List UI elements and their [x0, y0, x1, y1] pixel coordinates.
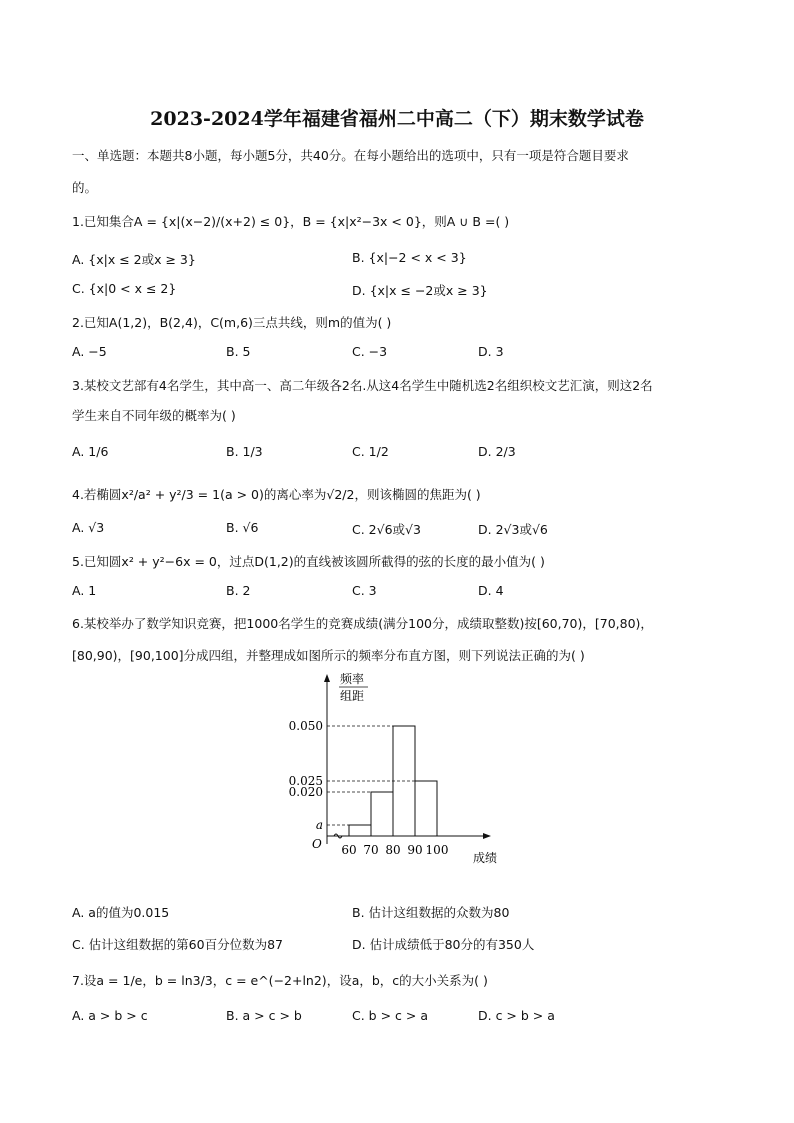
q2-stem: 2.已知A(1,2)，B(2,4)，C(m,6)三点共线，则m的值为( ) [72, 315, 392, 330]
q7-option-a: A. a > b > c [72, 1008, 148, 1023]
y-tick-labels [289, 719, 323, 832]
q1-option-c: C. {x|0 < x ≤ 2} [72, 281, 177, 296]
histogram-bar-2 [371, 792, 393, 836]
q6-option-a: A. a的值为0.015 [72, 905, 170, 920]
y-tick-label: 0.020 [288, 785, 323, 799]
x-tick-label: 70 [363, 843, 379, 857]
histogram-chart [280, 668, 520, 878]
q6-option-d: D. 估计成绩低于80分的有350人 [352, 937, 535, 952]
histogram-bar-4 [415, 781, 437, 836]
q2-option-c: C. −3 [352, 344, 388, 359]
q1-option-d: D. {x|x ≤ −2或x ≥ 3} [352, 283, 488, 298]
x-tick-label: 90 [407, 843, 423, 857]
x-tick-labels [341, 843, 448, 857]
xlabel: 成绩 [473, 851, 498, 865]
q4-stem: 4.若椭圆x²/a² + y²/3 = 1(a > 0)的离心率为√2/2，则该椭圆的焦距为( ) [72, 487, 481, 502]
q3-option-d: D. 2/3 [478, 444, 516, 459]
ylabel-bottom: 组距 [340, 689, 365, 703]
x-axis-arrow-icon [483, 833, 491, 839]
ylabel-top: 频率 [340, 672, 365, 686]
section-header: 一、单选题：本题共8小题，每小题5分，共40分。在每小题给出的选项中，只有一项是符合题目要求 [72, 148, 629, 163]
y-tick-label: 0.025 [288, 774, 323, 788]
q5-option-c: C. 3 [352, 583, 377, 598]
q7-option-d: D. c > b > a [478, 1008, 555, 1023]
q6-option-b: B. 估计这组数据的众数为80 [352, 905, 510, 920]
q3-option-c: C. 1/2 [352, 444, 389, 459]
q7-option-b: B. a > c > b [226, 1008, 302, 1023]
q4-option-c: C. 2√6或√3 [352, 522, 421, 537]
q5-option-b: B. 2 [226, 583, 251, 598]
q3-stem-cont: 学生来自不同年级的概率为( ) [72, 408, 236, 423]
q4-option-d: D. 2√3或√6 [478, 522, 548, 537]
x-tick-label: 80 [385, 843, 401, 857]
q1-option-b: B. {x|−2 < x < 3} [352, 250, 467, 265]
q1-option-a: A. {x|x ≤ 2或x ≥ 3} [72, 252, 196, 267]
page-title: 2023-2024学年福建省福州二中高二（下）期末数学试卷 [150, 108, 644, 130]
q1-stem: 1.已知集合A = {x|(x−2)/(x+2) ≤ 0}，B = {x|x²−3x < 0}，则A ∪ B =( ) [72, 214, 510, 229]
q3-option-b: B. 1/3 [226, 444, 263, 459]
q3-option-a: A. 1/6 [72, 444, 109, 459]
y-axis-arrow-icon [324, 674, 330, 682]
q7-option-c: C. b > c > a [352, 1008, 428, 1023]
q4-option-a: A. √3 [72, 520, 105, 535]
y-tick-label: a [315, 818, 323, 832]
q2-option-a: A. −5 [72, 344, 107, 359]
x-tick-label: 100 [425, 843, 449, 857]
q6-stem: 6.某校举办了数学知识竞赛，把1000名学生的竞赛成绩(满分100分，成绩取整数)按[60,70)，[70,80)， [72, 616, 653, 631]
q5-option-a: A. 1 [72, 583, 97, 598]
q5-option-d: D. 4 [478, 583, 504, 598]
q2-option-b: B. 5 [226, 344, 251, 359]
y-tick-label: 0.050 [288, 719, 323, 733]
q6-option-c: C. 估计这组数据的第60百分位数为87 [72, 937, 283, 952]
histogram-bar-1 [349, 825, 371, 836]
origin-label: O [312, 837, 322, 851]
q6-stem-cont: [80,90)，[90,100]分成四组，并整理成如图所示的频率分布直方图，则下列说法正确的为( ) [72, 648, 585, 663]
section-header-cont: 的。 [72, 180, 98, 195]
q4-option-b: B. √6 [226, 520, 259, 535]
x-tick-label: 60 [341, 843, 357, 857]
q7-stem: 7.设a = 1/e，b = ln3/3，c = e^(−2+ln2)，设a，b，c的大小关系为( ) [72, 973, 488, 988]
q5-stem: 5.已知圆x² + y²−6x = 0，过点D(1,2)的直线被该圆所截得的弦的长度的最小值为( ) [72, 554, 545, 569]
q2-option-d: D. 3 [478, 344, 504, 359]
q3-stem: 3.某校文艺部有4名学生，其中高一、高二年级各2名.从这4名学生中随机选2名组织校文艺汇演，则这2名 [72, 378, 653, 393]
